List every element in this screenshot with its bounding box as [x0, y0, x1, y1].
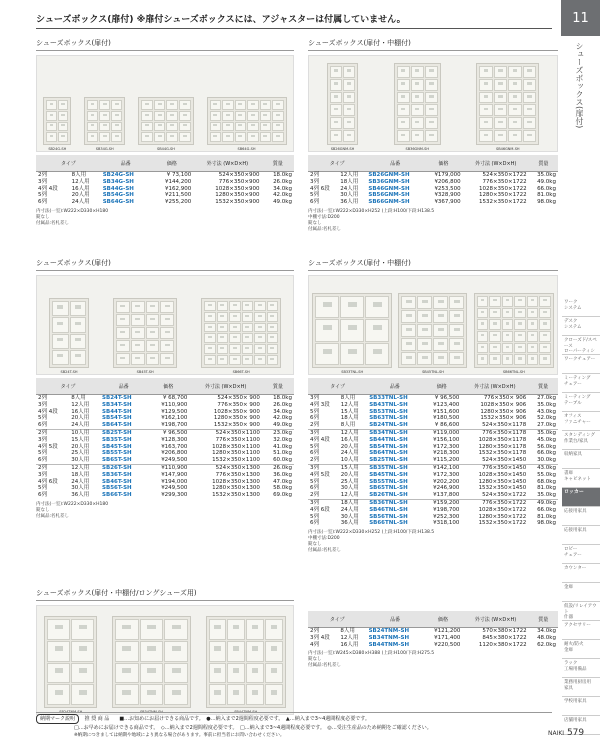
- spec-table: [36, 378, 294, 499]
- legend-line-3: ※納期につきましては納期や地域により異なる場合があります。事前に担当者にお問い合わせください。: [74, 733, 285, 738]
- table-row: 4列 6段 24人用 SB46GNM-SH ¥253,500 1028×350×1722 66.0kg: [310, 185, 556, 192]
- column-header: 品番: [366, 155, 424, 172]
- column-header: タイプ: [36, 378, 100, 395]
- column-header: 外寸法 (W×D×H): [189, 378, 261, 395]
- table-row: 6列 30人用 SB65TNL-SH ¥246,900 1532×350×1450 81.0kg: [310, 485, 556, 492]
- shoebox-illustration: [44, 616, 97, 708]
- table-row: 6列 36人用 SB66GNM-SH ¥367,900 1532×350×1722 98.0kg: [310, 199, 556, 206]
- sidebar-item[interactable]: 金庫: [562, 583, 600, 602]
- product-image: [312, 293, 392, 374]
- header-divider: [36, 28, 552, 29]
- table-row: 3列 12人用 SB34G-SH ¥144,200 776×350×900 26.0kg: [38, 178, 292, 185]
- chapter-tab[interactable]: 11: [561, 0, 600, 36]
- product-image-label: SB34TNM-SH: [139, 710, 163, 714]
- table-row: 3列 8人用 SB33TNL-SH ¥ 96,500 776×350× 906 27.0kg: [310, 395, 556, 401]
- sidebar-item[interactable]: スタンディング 作業台/家具: [562, 431, 600, 450]
- product-image-label: SB36GNM-SH: [405, 147, 430, 151]
- column-header: 品番: [367, 611, 424, 628]
- section-title: シューズボックス(扉付・中棚付): [308, 258, 558, 271]
- shoebox-illustration: [112, 616, 191, 708]
- table-row: 5列 20人用 SB54TNL-SH ¥172,300 1280×350×1178 56.0kg: [310, 443, 556, 450]
- product-image: [44, 616, 97, 714]
- column-header: 品番: [101, 155, 151, 172]
- column-header: 価格: [147, 378, 189, 395]
- shoebox-illustration: [201, 298, 281, 368]
- column-header: 質量: [262, 155, 295, 172]
- product-image: [201, 298, 281, 374]
- table-row: 4列 16人用 SB44TNM-SH ¥220,500 1120×380×1722 62.0kg: [310, 641, 556, 648]
- section-title: シューズボックス(扉付): [36, 258, 294, 271]
- table-row: 5列 25人用 SB55TNL-SH ¥202,200 1280×350×1450 68.0kg: [310, 478, 556, 485]
- table-row: 6列 24人用 SB64TNL-SH ¥218,300 1532×350×1178 66.0kg: [310, 450, 556, 457]
- table-row: 6列 24人用 SB64T-SH ¥198,700 1532×350× 900 49.0kg: [38, 422, 292, 429]
- table-row: 4列 4段 16人用 SB44G-SH ¥162,900 1028×350×900 34.0kg: [38, 185, 292, 192]
- sidebar-item[interactable]: アクセサリー: [562, 621, 600, 640]
- product-image: [113, 298, 177, 374]
- table-row: 2列 8人用 SB24G-SH ¥ 73,100 524×350×900 18.0kg: [38, 172, 292, 178]
- product-image: [206, 616, 286, 714]
- product-image: [49, 298, 89, 374]
- product-image: [138, 97, 193, 151]
- table-row: 2列 12人用 SB26T-SH ¥110,900 524×350×1300 26.0kg: [38, 464, 292, 471]
- spec-table: [308, 155, 558, 206]
- table-row: 4列 4段 16人用 SB44T-SH ¥129,500 1028×350× 900 34.0kg: [38, 408, 292, 415]
- sidebar-item[interactable]: 仮設/リレイアウト 什器: [562, 602, 600, 621]
- shoebox-illustration: [84, 97, 125, 145]
- shoebox-illustration: [398, 293, 467, 368]
- product-image-label: SB45TNL-SH: [422, 370, 444, 374]
- sidebar-item[interactable]: 書庫 キャビネット: [562, 469, 600, 488]
- brand-name: NAIKI: [548, 730, 565, 737]
- table-row: 3列 12人用 SB34T-SH ¥110,900 776×350× 900 26.0kg: [38, 401, 292, 408]
- sidebar-item[interactable]: カウンター: [562, 564, 600, 583]
- column-header: 外寸法 (W×D×H): [461, 378, 528, 395]
- product-image: [327, 63, 358, 151]
- sidebar-item[interactable]: ワークチェアー: [562, 355, 600, 374]
- product-images: [36, 55, 294, 152]
- table-row: 3列 4段 12人用 SB34TNM-SH ¥171,400 845×380×1722 48.0kg: [310, 634, 556, 641]
- sidebar-item[interactable]: ロビー チェアー: [562, 545, 600, 564]
- product-images: [36, 605, 294, 715]
- shoebox-illustration: [327, 63, 358, 145]
- table-row: 2列 12人用 SB26TNL-SH ¥137,800 524×350×1722 35.0kg: [310, 492, 556, 499]
- sidebar-item[interactable]: ワーク システム: [562, 298, 600, 317]
- shoebox-illustration: [43, 97, 71, 145]
- spec-table: [308, 378, 558, 527]
- table-row: 6列 30人用 SB65T-SH ¥249,500 1532×350×1100 60.0kg: [38, 457, 292, 464]
- shoebox-illustration: [394, 63, 441, 145]
- page-number-row: [548, 728, 584, 738]
- product-image: [84, 97, 125, 151]
- product-image-label: SB66TNL-SH: [502, 370, 525, 374]
- product-image: [474, 293, 554, 374]
- sidebar-item[interactable]: オフィス ファニチャー: [562, 412, 600, 431]
- sidebar-item[interactable]: 耐火/防火 金庫: [562, 640, 600, 659]
- table-row: 2列 10人用 SB25TNL-SH ¥115,200 524×350×1450 30.0kg: [310, 457, 556, 464]
- column-header: 価格: [422, 378, 461, 395]
- column-header: 品番: [367, 378, 422, 395]
- product-image: [43, 97, 71, 151]
- shoebox-illustration: [206, 616, 286, 708]
- product-images: [36, 275, 294, 375]
- product-image-label: SB44G-SH: [157, 147, 175, 151]
- product-image: [398, 293, 467, 374]
- table-row: 5列 20人用 SB54G-SH ¥211,500 1280×350×900 42.0kg: [38, 192, 292, 199]
- table-row: 2列 8人用 SB24TNL-SH ¥ 86,600 524×350×1178 27.0kg: [310, 422, 556, 429]
- product-image-label: SB34G-SH: [95, 147, 114, 151]
- column-header: 価格: [150, 155, 193, 172]
- shoebox-illustration: [476, 63, 539, 145]
- section-shoebox-door-t: [36, 258, 294, 520]
- product-image-label: SB24TNM-SH: [59, 710, 83, 714]
- table-row: 5列 25人用 SB55T-SH ¥206,800 1280×350×1100 51.0kg: [38, 450, 292, 457]
- product-image-label: SB26GNM-SH: [330, 147, 355, 151]
- column-header: 質量: [262, 378, 294, 395]
- sidebar-item[interactable]: 学校用家具: [562, 697, 600, 716]
- sidebar-item[interactable]: ミーティング テーブル: [562, 393, 600, 412]
- section-title: シューズボックス(扉付・中棚付/ロングシューズ用): [36, 588, 294, 601]
- table-row: 4列 4段 16人用 SB44TNL-SH ¥156,100 1028×350×1178 45.0kg: [310, 436, 556, 443]
- sidebar-item[interactable]: 業務用厨房用 家具: [562, 678, 600, 697]
- table-row: 6列 18人用 SB63TNL-SH ¥180,500 1532×350× 906 52.0kg: [310, 415, 556, 422]
- delivery-legend: [36, 712, 552, 740]
- spec-notes: 内寸法(一室):W245×D380×H388 (上段:H100/下段:H275.5 錠なし 付属品:名札差し: [308, 651, 435, 669]
- table-row: 2列 8人用 SB24T-SH ¥ 68,700 524×350× 900 18.0kg: [38, 395, 292, 401]
- legend-line-2: □…お早めにお届けできる商品です。 ◇…納入まで2週間程度必要です。 □…納入まで3~4週間程度必要です。 ◎…受注生産品のため納期をご確認ください。: [74, 725, 432, 731]
- column-header: 価格: [424, 611, 463, 628]
- table-row: 6列 24人用 SB64G-SH ¥255,200 1532×350×900 49.0kg: [38, 199, 292, 206]
- sidebar-item[interactable]: 収納家具: [562, 450, 600, 469]
- column-header: タイプ: [36, 155, 101, 172]
- product-image-label: SB24G-SH: [48, 147, 67, 151]
- table-row: 4列 6段 24人用 SB46T-SH ¥194,000 1028×350×1300 47.0kg: [38, 478, 292, 485]
- column-header: タイプ: [308, 155, 366, 172]
- spec-notes: 内寸法(一室):W222×D330×H180 錠なし 付属品:名札差し: [36, 501, 109, 519]
- product-image-label: SB64G-SH: [237, 147, 256, 151]
- column-header: 外寸法 (W×D×H): [463, 155, 529, 172]
- sidebar-item[interactable]: 店舗用家具: [562, 716, 600, 735]
- table-row: 3列 18人用 SB36GNM-SH ¥206,800 776×350×1722 49.0kg: [310, 178, 556, 185]
- product-image: [476, 63, 539, 151]
- column-header: タイプ: [308, 378, 367, 395]
- table-row: 2列 8人用 SB24TNM-SH ¥121,200 570×380×1722 34.0kg: [310, 628, 556, 634]
- column-header: 外寸法 (W×D×H): [462, 611, 528, 628]
- table-row: 5列 20人用 SB54T-SH ¥162,100 1280×350× 900 42.0kg: [38, 415, 292, 422]
- column-header: 品番: [100, 378, 147, 395]
- section-shoebox-door-shelf: [308, 38, 558, 233]
- product-images: [308, 275, 558, 375]
- product-image: [207, 97, 287, 151]
- side-vertical-title: シューズボックス(扉付): [575, 42, 584, 129]
- shoebox-illustration: [138, 97, 193, 145]
- product-image: [112, 616, 191, 714]
- section-shoebox-door-shelf-tnl: [308, 258, 558, 554]
- table-row: 3列 12人用 SB34TNL-SH ¥119,000 776×350×1178 35.0kg: [310, 429, 556, 436]
- spec-notes: 内寸法(一室):W222×D330×H180 錠なし 付属品:名札差し: [36, 208, 109, 226]
- section-title: シューズボックス(扉付・中棚付): [308, 38, 558, 51]
- product-image-label: SB45T-SH: [136, 370, 154, 374]
- legend-line-1: 推 奨 商 品 ■…お知めにお届けできる商品です。 ●…納入まで2週間程度必要です。 ▲…納入まで3~4週間程度必要です。: [84, 716, 370, 722]
- section-shoebox-door: [36, 38, 294, 227]
- section-title: シューズボックス(扉付): [36, 38, 294, 51]
- column-header: 質量: [528, 378, 558, 395]
- page-number: 579: [566, 728, 585, 738]
- sidebar-item[interactable]: デスク システム: [562, 317, 600, 336]
- shoebox-illustration: [49, 298, 89, 368]
- spec-table: [36, 155, 294, 206]
- table-row: 4列 5段 20人用 SB45TNL-SH ¥172,300 1028×350×1450 55.0kg: [310, 471, 556, 478]
- column-header: 外寸法 (W×D×H): [193, 155, 261, 172]
- table-row: 3列 15人用 SB35T-SH ¥128,300 776×350×1100 32.0kg: [38, 436, 292, 443]
- product-image-label: SB33TNL-SH: [341, 370, 364, 374]
- table-row: 4列 6段 24人用 SB46TNL-SH ¥198,700 1028×350×1722 66.0kg: [310, 506, 556, 513]
- product-image-label: SB44TNM-SH: [234, 710, 258, 714]
- table-row: 3列 18人用 SB36T-SH ¥147,900 776×350×1300 36.0kg: [38, 471, 292, 478]
- table-row: 2列 12人用 SB26GNM-SH ¥179,000 524×350×1722 35.0kg: [310, 172, 556, 178]
- table-row: 5列 30人用 SB56T-SH ¥249,500 1280×350×1300 58.0kg: [38, 485, 292, 492]
- sidebar-item[interactable]: ロッカー: [562, 488, 600, 507]
- product-image-label: SB46GNM-SH: [496, 147, 520, 151]
- shoebox-illustration: [312, 293, 392, 368]
- shoebox-illustration: [474, 293, 554, 368]
- table-row: 4列 3段 12人用 SB43TNL-SH ¥123,400 1028×350× 906 35.0kg: [310, 401, 556, 408]
- column-header: 価格: [424, 155, 463, 172]
- sidebar-item[interactable]: 応接用家具: [562, 507, 600, 526]
- legend-label: 納期マーク説明: [36, 714, 79, 724]
- table-row: 5列 15人用 SB53TNL-SH ¥151,600 1280×350× 906 43.0kg: [310, 408, 556, 415]
- sidebar-item[interactable]: 応接用家具: [562, 526, 600, 545]
- sidebar-item[interactable]: ラック 工場用備品: [562, 659, 600, 678]
- shoebox-illustration: [207, 97, 287, 145]
- shoebox-illustration: [113, 298, 177, 368]
- category-sidebar: [562, 298, 600, 735]
- table-row: 2列 10人用 SB25T-SH ¥ 96,500 524×350×1100 23.0kg: [38, 429, 292, 436]
- table-row: 6列 36人用 SB66T-SH ¥299,300 1532×350×1300 69.0kg: [38, 492, 292, 499]
- column-header: 質量: [529, 611, 558, 628]
- sidebar-item[interactable]: クローズド/スペース ローパーティシ: [562, 336, 600, 355]
- product-image-label: SB66T-SH: [232, 370, 250, 374]
- column-header: タイプ: [308, 611, 367, 628]
- spec-table: [308, 611, 558, 648]
- product-images: [308, 55, 558, 152]
- spec-notes: 内寸法(一室):W222×D330×H252 (上段:H100/下段:H138.5 中棚寸法:D200 錠なし 付属品:名札差し: [308, 208, 435, 232]
- spec-notes: 内寸法(一室):W222×D330×H252 (上段:H100/下段:H138.5 中棚寸法:D200 錠なし 付属品:名札差し: [308, 530, 435, 554]
- sidebar-item[interactable]: ミーティング チェアー: [562, 374, 600, 393]
- page-title: シューズボックス(扉付) ※扉付シューズボックスには、アジャスターは付属していません。: [36, 15, 406, 25]
- table-row: 5列 30人用 SB56TNL-SH ¥252,300 1280×350×1722 81.0kg: [310, 513, 556, 520]
- table-row: 3列 18人用 SB36TNL-SH ¥159,200 776×350×1722 49.0kg: [310, 499, 556, 506]
- product-image: [394, 63, 441, 151]
- table-row: 3列 15人用 SB35TNL-SH ¥142,100 776×350×1450 43.0kg: [310, 464, 556, 471]
- table-row: 6列 36人用 SB66TNL-SH ¥318,100 1532×350×1722 98.0kg: [310, 520, 556, 527]
- product-image-label: SB24T-SH: [60, 370, 78, 374]
- table-row: 4列 5段 20人用 SB45T-SH ¥163,700 1028×350×1100 41.0kg: [38, 443, 292, 450]
- column-header: 質量: [529, 155, 558, 172]
- table-row: 5列 30人用 SB56GNM-SH ¥328,900 1280×350×1722 81.0kg: [310, 192, 556, 199]
- section-shoebox-long: [36, 588, 558, 715]
